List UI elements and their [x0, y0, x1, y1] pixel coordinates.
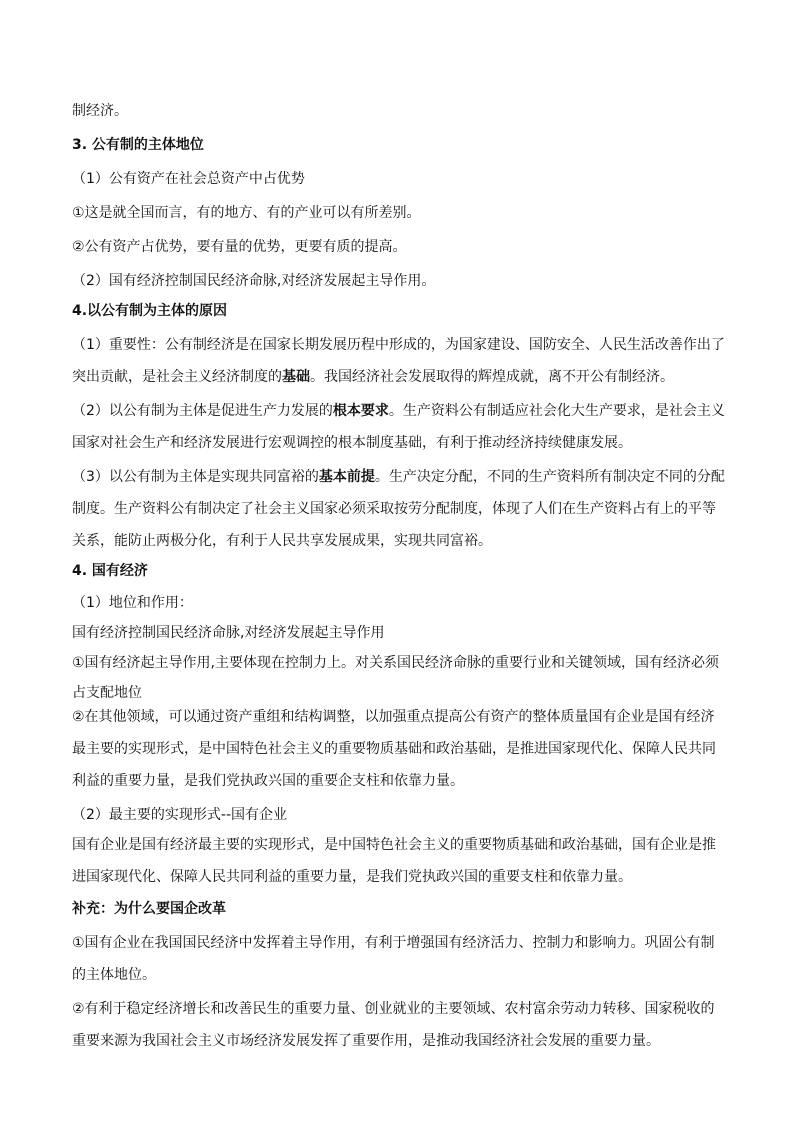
- emphasis-text: 根本要求: [332, 403, 389, 419]
- text-line: ①国有经济起主导作用,主要体现在控制力上。对关系国民经济命脉的重要行业和关键领域，国有经济必须: [72, 655, 719, 671]
- text-line: 国家对社会生产和经济发展进行宏观调控的根本制度基础，有利于推动经济持续健康发展。: [72, 435, 632, 451]
- text-line: （1）地位和作用：: [72, 595, 193, 611]
- text-run: 突出贡献，是社会主义经济制度的: [72, 369, 282, 385]
- section-heading-4-state-economy: 4. 国有经济: [72, 563, 148, 579]
- text-run: 。我国经济社会发展取得的辉煌成就，离不开公有制经济。: [310, 369, 674, 385]
- text-line: 制度。生产资料公有制决定了社会主义国家必须采取按劳分配制度，体现了人们在生产资料占有上的平等: [72, 501, 716, 517]
- text-line: （1）公有资产在社会总资产中占优势: [72, 171, 305, 187]
- text-line: （2）最主要的实现形式--国有企业: [72, 807, 288, 823]
- text-line: [72, 400, 725, 422]
- text-line: 国有企业是国有经济最主要的实现形式，是中国特色社会主义的重要物质基础和政治基础，国有企业是推: [72, 837, 716, 853]
- text-run: （2）以公有制为主体是促进生产力发展的: [72, 403, 333, 419]
- text-line: [72, 466, 725, 488]
- text-line: ②在其他领域，可以通过资产重组和结构调整，以加强重点提高公有资产的整体质量国有企业是国有经济: [72, 709, 715, 725]
- emphasis-text: 基本前提: [318, 469, 375, 485]
- text-line: ①国有企业在我国国民经济中发挥着主导作用，有利于增强国有经济活力、控制力和影响力。巩固公有制: [72, 935, 715, 951]
- text-line: 最主要的实现形式，是中国特色社会主义的重要物质基础和政治基础，是推进国家现代化、保障人民共同: [72, 741, 716, 757]
- text-line: 占支配地位: [72, 685, 142, 701]
- text-line: [72, 366, 722, 388]
- text-line: ②公有资产占优势，要有量的优势，更要有质的提高。: [72, 239, 407, 255]
- text-run: 。生产决定分配，不同的生产资料所有制决定不同的分配: [374, 469, 725, 485]
- text-line: （1）重要性：公有制经济是在国家长期发展历程中形成的，为国家建设、国防安全、人民生活改善作出了: [72, 337, 725, 353]
- emphasis-text: 基础: [282, 369, 310, 385]
- text-run: （3）以公有制为主体是实现共同富裕的: [72, 469, 319, 485]
- text-line: 进国家现代化、保障人民共同利益的重要力量，是我们党执政兴国的重要支柱和依靠力量。: [72, 869, 632, 885]
- supplement-heading: 补充：为什么要国企改革: [72, 901, 226, 917]
- text-line: ①这是就全国而言，有的地方、有的产业可以有所差别。: [72, 205, 421, 221]
- text-line: 利益的重要力量，是我们党执政兴国的重要企支柱和依靠力量。: [72, 773, 464, 789]
- text-line: 关系，能防止两极分化，有利于人民共享发展成果，实现共同富裕。: [72, 533, 492, 549]
- text-line: ②有利于稳定经济增长和改善民生的重要力量、创业就业的主要领域、农村富余劳动力转移、国家税收的: [72, 1001, 715, 1017]
- text-line: 国有经济控制国民经济命脉,对经济发展起主导作用: [72, 625, 385, 641]
- text-line: 的主体地位。: [72, 967, 156, 983]
- document-body: [72, 100, 725, 1052]
- section-heading-3: 3. 公有制的主体地位: [72, 137, 204, 153]
- text-line: 制经济。: [72, 103, 128, 119]
- text-run: 。生产资料公有制适应社会化大生产要求，是社会主义: [388, 403, 725, 419]
- text-line: 重要来源为我国社会主义市场经济发展发挥了重要作用，是推动我国经济社会发展的重要力量。: [72, 1033, 660, 1049]
- text-line: （2）国有经济控制国民经济命脉,对经济发展起主导作用。: [72, 273, 436, 289]
- section-heading-4-reasons: 4.以公有制为主体的原因: [72, 303, 228, 319]
